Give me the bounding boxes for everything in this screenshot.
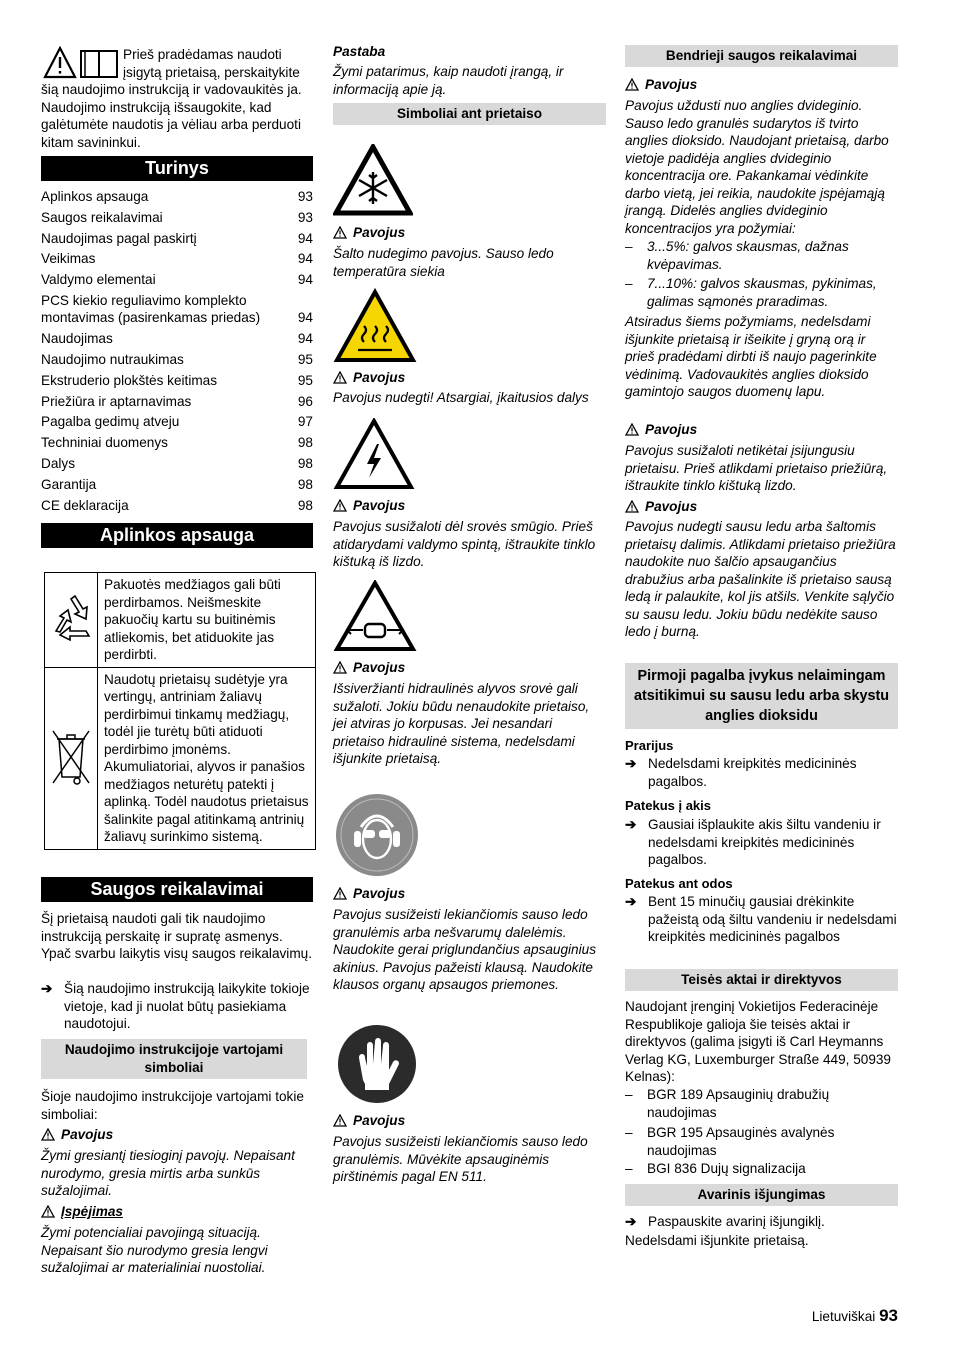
page-number: 93 <box>879 1306 898 1325</box>
warning-manual-icon <box>43 46 119 80</box>
fa2-head: Patekus į akis <box>625 798 711 813</box>
toc-item[interactable] <box>41 476 313 494</box>
toc-item[interactable] <box>41 434 313 452</box>
safety-text: Šį prietaisą naudoti gali tik naudojimo instrukciją perskaitę ir supratę asmenys. Ypač svarbu laikytis visų saugos reikalavimų. <box>41 911 312 961</box>
s2-text: Pavojus nudegti! Atsargiai, įkaitusios dalys <box>333 390 589 405</box>
toc-item-label: Pagalba gedimų atveju <box>41 414 180 430</box>
weee-cell <box>45 667 98 849</box>
warning-triangle-icon <box>41 1205 55 1218</box>
warning-label: Įspėjimas <box>41 1203 313 1221</box>
toc-item[interactable] <box>41 455 313 473</box>
law-list-item: – BGR 189 Apsauginių drabužių naudojimas <box>625 1087 830 1120</box>
toc-item-label: PCS kiekio reguliavimo komplekto montavimas (pasirenkamas priedas) <box>41 292 261 326</box>
arrow-icon: ➔ <box>625 756 637 771</box>
s4-label: Pavojus <box>333 659 606 677</box>
danger-text: Žymi gresiantį tiesioginį pavojų. Nepaisant nurodymo, gresia mirtis arba sunkūs sužalojimai. <box>41 1148 295 1198</box>
toc-item-label: Garantija <box>41 476 97 492</box>
s5-text: Pavojus susižeisti lekiančiomis sauso ledo granulėmis arba nešvarumų dalelėmis. Naudokite gerai priglundančius apsauginius akinius. Pavojus pažeisti klausą. Naudokite klausos organų apsaugos priemones. <box>333 907 596 992</box>
toc-item-label: Naudojimo nutraukimas <box>41 352 184 368</box>
toc-item-page: 93 <box>297 189 313 204</box>
cold-hazard-icon <box>333 144 413 216</box>
symbols-title: Naudojimo instrukcijoje vartojami simboliai <box>41 1039 307 1079</box>
safety-bullet <box>41 980 313 1033</box>
toc-list <box>41 188 313 517</box>
toc-item[interactable] <box>41 372 313 390</box>
d1-label: Pavojus <box>625 76 898 94</box>
toc-item-label: Valdymo elementai <box>41 272 156 288</box>
device-symbols-title: Simboliai ant prietaiso <box>333 103 606 125</box>
warning-triangle-icon <box>625 78 639 91</box>
recycle-cell <box>45 573 98 668</box>
toc-item-page: 94 <box>297 251 313 267</box>
s1-label: Pavojus <box>333 224 606 242</box>
emergency-title: Avarinis išjungimas <box>625 1184 898 1206</box>
d1-list-item: – 3...5%: galvos skausmas, dažnas kvėpavimas. <box>625 239 849 272</box>
toc-item[interactable] <box>41 209 313 227</box>
d2-label: Pavojus <box>625 421 898 439</box>
fa1-head: Prarijus <box>625 738 674 753</box>
toc-item-label: CE deklaracija <box>41 497 129 513</box>
emergency-text: Nedelsdami išjunkite prietaisą. <box>625 1233 809 1248</box>
toc-item-label: Dalys <box>41 456 75 472</box>
fa3-head: Patekus ant odos <box>625 876 733 891</box>
hydraulic-jet-icon <box>333 580 417 652</box>
d1-list-item: – 7...10%: galvos skausmas, pykinimas, galimas sąmonės praradimas. <box>625 276 877 309</box>
toc-item[interactable] <box>41 413 313 431</box>
toc-item[interactable] <box>41 230 313 248</box>
d2-text: Pavojus susižaloti netikėtai įsijungusiu prietaisu. Prieš atlikdami prietaiso priežiūrą, ištraukite tinklo kištuką lizdo. <box>625 443 888 493</box>
fa1-item: ➔ Nedelsdami kreipkitės medicininės pagalbos. <box>625 756 857 789</box>
env-table <box>44 572 316 850</box>
warning-triangle-icon <box>41 1128 55 1141</box>
env-row1-text: Pakuotės medžiagos gali būti perdirbamos. Neišmeskite pakuočių kartu su buitinėmis atliekomis, bet atiduokite jas perdirbti. <box>98 573 316 668</box>
warning-text: Žymi potencialiai pavojingą situaciją. Nepaisant šio nurodymo gresia lengvi sužalojimai ar materialiniai nuostoliai. <box>41 1225 268 1275</box>
warning-triangle-icon <box>333 661 347 674</box>
intro-text: Prieš pradėdamas naudoti įsigytą prietaisą, perskaitykite šią naudojimo instrukciją ir vadovaukitės ja. Naudojimo instrukciją išsaugokite, kad galėtumėte naudotis ja vėliau arba perduoti kitam savininkui. <box>41 47 302 150</box>
arrow-icon: ➔ <box>41 981 53 996</box>
s3-label: Pavojus <box>333 497 606 515</box>
toc-item-label: Aplinkos apsauga <box>41 189 149 204</box>
d1-after: Atsiradus šiems požymiams, nedelsdami išjunkite prietaisą ir išeikite į gryną orą ir prieš pradėdami dirbti iš naujo pagerinkite vėdinimą. Vadovaukitės anglies dioksido gamintojo saugos duomenų lapu. <box>625 314 877 399</box>
toc-title: Turinys <box>41 156 313 181</box>
toc-item[interactable] <box>41 393 313 411</box>
emergency-bullet: ➔ Paspauskite avarinį išjungiklį. <box>625 1214 825 1229</box>
s1-text: Šalto nudegimo pavojus. Sauso ledo temperatūra siekia <box>333 246 554 279</box>
toc-item-page: 97 <box>297 414 313 430</box>
hot-surface-icon <box>333 288 417 364</box>
warning-triangle-icon <box>333 371 347 384</box>
warning-triangle-icon <box>333 1114 347 1127</box>
s6-text: Pavojus susižeisti lekiančiomis sauso ledo granulėmis. Mūvėkite apsauginėmis pirštinėmis pagal EN 511. <box>333 1134 588 1184</box>
toc-item[interactable] <box>41 292 313 327</box>
toc-item-page: 96 <box>297 393 313 409</box>
toc-item-page: 94 <box>297 272 313 288</box>
toc-item-page: 93 <box>297 209 313 225</box>
toc-item-page: 94 <box>297 310 313 326</box>
electric-shock-icon <box>333 418 415 490</box>
toc-item-page: 98 <box>297 456 313 472</box>
warning-triangle-icon <box>333 226 347 239</box>
arrow-icon: ➔ <box>625 1214 637 1229</box>
toc-item-label: Naudojimas <box>41 331 113 347</box>
symbols-text: Šioje naudojimo instrukcijoje vartojami tokie simboliai: <box>41 1089 304 1122</box>
footer-language: Lietuviškai <box>811 1309 876 1324</box>
toc-item-page: 94 <box>297 331 313 347</box>
goggles-ear-protection-icon <box>335 793 419 877</box>
safety-bullet-text: Šią naudojimo instrukciją laikykite tokioje vietoje, kad ji nuolat būtų pasiekiama naudotojui. <box>64 981 310 1031</box>
s5-label: Pavojus <box>333 885 606 903</box>
d3-text: Pavojus nudegti sausu ledu arba šaltomis prietaisų dalimis. Atlikdami prietaiso priežiūra naudokite nuo šalčio apsaugančius drabužius arba pašalinkite iš prietaiso sausą ledą ir palaukite, kol jis atšils. Venkite sąlyčio su sausu ledu. Jokiu būdu nedėkite sauso ledo į burną. <box>625 519 896 639</box>
first-aid-title: Pirmoji pagalba įvykus nelaimingam atsitikimui su sausu ledu arba skystu anglies dioksidu <box>625 663 898 729</box>
toc-item-page: 98 <box>297 497 313 513</box>
toc-item-page: 95 <box>297 352 313 368</box>
warning-triangle-icon <box>625 500 639 513</box>
warning-triangle-icon <box>333 887 347 900</box>
arrow-icon: ➔ <box>625 894 637 909</box>
s6-label: Pavojus <box>333 1112 606 1130</box>
toc-item-label: Techniniai duomenys <box>41 435 168 451</box>
toc-item[interactable] <box>41 271 313 289</box>
law-list-item: – BGR 195 Apsauginės avalynės naudojimas <box>625 1125 835 1158</box>
recycle-icon <box>46 593 96 643</box>
env-row2-text: Naudotų prietaisų sudėtyje yra vertingų, antriniam žaliavų perdirbimui tinkamų medžiagų, todėl jie turėtų būti atiduoti perdirbimo įmonėms. Akumuliatoriai, alyvos ir panašios medžiagos neturėtų patekti į aplinką. Todėl naudotus prietaisus šalinkite pagal atitinkamą antrinių žaliavų surinkimo sistemą. <box>98 667 316 849</box>
toc-item[interactable] <box>41 250 313 268</box>
toc-item[interactable] <box>41 351 313 369</box>
toc-item[interactable] <box>41 330 313 348</box>
s3-text: Pavojus susižaloti dėl srovės smūgio. Prieš atidarydami valdymo spintą, ištraukite tinklo kištuką iš lizdo. <box>333 519 596 569</box>
s2-label: Pavojus <box>333 369 606 387</box>
toc-item-page: 94 <box>297 230 313 246</box>
toc-item-label: Priežiūra ir aptarnavimas <box>41 393 192 409</box>
toc-item[interactable] <box>41 497 313 515</box>
fa3-item: ➔ Bent 15 minučių gausiai drėkinkite pažeistą odą šiltu vandeniu ir nedelsdami kreipkitės medicininės pagalbos <box>625 894 897 944</box>
d1-text: Pavojus uždusti nuo anglies dvideginio. Sauso ledo granulės sudarytos iš tvirto anglies dioksido. Naudojant prietaisą, darbo vietoje padidėja anglies dvideginio koncentracija ore. Pakankamai vėdinkite darbo vietą, jei reikia, naudokite įspėjamąją įrangą. Didelės anglies dvideginio koncentracijos yra požymiai: <box>625 98 889 236</box>
toc-item-label: Veikimas <box>41 251 96 267</box>
general-safety-title: Bendrieji saugos reikalavimai <box>625 45 898 67</box>
fa2-item: ➔ Gausiai išplaukite akis šiltu vandeniu ir nedelsdami kreipkitės medicininės pagalbos. <box>625 817 881 867</box>
toc-item-label: Saugos reikalavimai <box>41 209 163 225</box>
safety-title: Saugos reikalavimai <box>41 877 313 902</box>
d3-label: Pavojus <box>625 498 898 516</box>
toc-item-page: 95 <box>297 372 313 388</box>
law-text: Naudojant įrenginį Vokietijos Federacinėje Respublikoje galioja šie teisės aktai ir direktyvos (galima įsigyti iš Carl Heymanns Verlag KG, Luxemburger Straße 449, 50939 Kelnas): <box>625 999 891 1084</box>
toc-item-page: 98 <box>297 435 313 451</box>
warning-triangle-icon <box>625 423 639 436</box>
toc-item-page: 98 <box>297 476 313 492</box>
page-footer <box>812 1307 898 1326</box>
env-title: Aplinkos apsauga <box>41 523 313 548</box>
gloves-icon <box>337 1024 417 1104</box>
note-label: Pastaba <box>333 44 386 59</box>
s4-text: Išsiveržianti hidraulinės alyvos srovė gali sužaloti. Jokiu būdu nenaudokite prietaiso, jei atviras jo korpusas. Jei nesandari prietaiso hidraulinė sistema, nedelsdami išjunkite prietaisą. <box>333 681 590 766</box>
intro-block <box>41 46 313 151</box>
law-list-item: – BGI 836 Dujų signalizacija <box>625 1161 806 1176</box>
danger-label: Pavojus <box>41 1126 313 1144</box>
warning-triangle-icon <box>333 499 347 512</box>
note-text: Žymi patarimus, kaip naudoti įrangą, ir informaciją apie ją. <box>333 64 564 97</box>
toc-item[interactable] <box>41 188 313 206</box>
arrow-icon: ➔ <box>625 817 637 832</box>
toc-item-label: Ekstruderio plokštės keitimas <box>41 372 218 388</box>
toc-item-label: Naudojimas pagal paskirtį <box>41 230 197 246</box>
law-title: Teisės aktai ir direktyvos <box>625 969 898 991</box>
crossed-bin-icon <box>49 721 93 791</box>
